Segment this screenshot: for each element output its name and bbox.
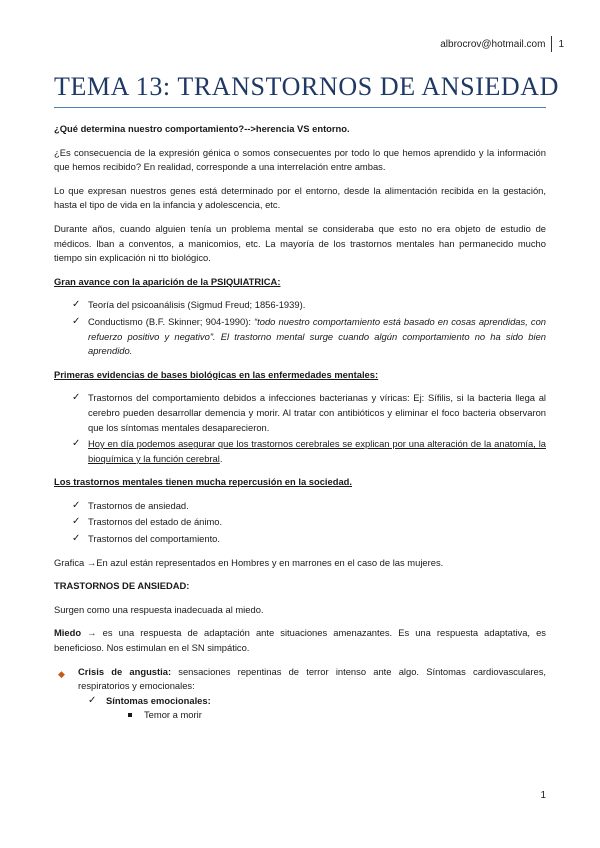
check-icon: ✓: [72, 315, 81, 327]
check-icon: ✓: [88, 694, 97, 706]
crisis-item: ◆ Crisis de angustia: sensaciones repentinas de terror intenso ante algo. Síntomas cardiovasculares, respiratorios y emocionales:: [58, 665, 546, 692]
paragraph-3: Durante años, cuando alguien tenía un problema mental se consideraba que esto no era objeto de estudio de médicos. Iban a conventos, a manicomios, etc. La mayoría de los trastornos mentales han permanecido mucho tiempo sin explicación ni tto biológico.: [54, 222, 546, 264]
paragraph-1: ¿Es consecuencia de la expresión génica o somos consecuentes por todo lo que hemos aprendido y la información que hemos recibido? En realidad, corresponde a una interrelación entre ambas.: [54, 146, 546, 173]
sintomas-item: ✓ Síntomas emocionales:: [54, 694, 546, 709]
question-heading: ¿Qué determina nuestro comportamiento?-->herencia VS entorno.: [54, 123, 350, 134]
check-icon: ✓: [72, 533, 81, 545]
trastornos-list: [54, 499, 546, 547]
document-body: [54, 122, 546, 723]
check-icon: ✓: [72, 299, 81, 311]
section-heading-repercusion: Los trastornos mentales tienen mucha repercusión en la sociedad.: [54, 476, 353, 488]
author-email: albrocrov@hotmail.com: [440, 38, 546, 50]
diamond-bullet-icon: ◆: [58, 668, 65, 679]
psiquiatria-list: [54, 298, 546, 358]
list-item: ✓ Teoría del psicoanálisis (Sigmud Freud; 1856-1939).: [72, 298, 546, 313]
list-item: ✓ Trastornos de ansiedad.: [72, 499, 546, 514]
check-icon: ✓: [72, 499, 81, 511]
section-heading-psiquiatria: Gran avance con la aparición de la PSIQUIATRICA:: [54, 275, 281, 287]
list-item: ✓ Trastornos del estado de ánimo.: [72, 515, 546, 530]
miedo-label: Miedo: [54, 627, 82, 639]
check-icon: ✓: [72, 438, 81, 450]
section-heading-evidencias: Primeras evidencias de bases biológicas en las enfermedades mentales:: [54, 368, 379, 380]
header-page-number: 1: [558, 38, 564, 50]
grafica-note: Grafica →En azul están representados en Hombres y en marrones en el caso de las mujeres.: [54, 556, 444, 568]
crisis-label: Crisis de angustia:: [78, 665, 172, 677]
paragraph-2: Lo que expresan nuestros genes está determinado por el entorno, desde la alimentación recibida en la gestación, hasta el tipo de vida en la infancia y adolescencia, etc.: [54, 184, 546, 211]
section-heading-ansiedad: TRASTORNOS DE ANSIEDAD:: [54, 580, 190, 592]
check-icon: ✓: [72, 392, 81, 404]
list-item: ✓ Trastornos del comportamiento debidos a infecciones bacterianas y víricas: Ej: Sífilis, si la bacteria llega al cerebro pueden desarrollar demencia y morir. Al tratar con antibióticos y eliminar el foco bacteria observaron que los síntomas mentales desaparecieron.: [72, 392, 546, 433]
temor-item: Temor a morir: [54, 708, 546, 723]
footer-page-number: 1: [540, 790, 546, 801]
header-divider: [551, 36, 552, 52]
evidencias-list: [54, 391, 546, 466]
list-item: ✓ Conductismo (B.F. Skinner; 904-1990): “todo nuestro comportamiento está basado en cosas aprendidas, con refuerzo positivo y negativo”. El trastorno mental surge cuando algún comportamiento no ha sido bien aprendido.: [72, 315, 547, 357]
square-bullet-icon: [128, 713, 132, 717]
list-item: ✓ Hoy en día podemos asegurar que los trastornos cerebrales se explican por una alteración de la anatomía, la bioquímica y la función cerebral.: [72, 438, 546, 464]
check-icon: ✓: [72, 516, 81, 528]
paragraph-miedo: Miedo → es una respuesta de adaptación ante situaciones amenazantes. Es una respuesta adaptativa, es beneficioso. Nos estimulan en el SN simpático.: [54, 627, 546, 654]
document-title: TEMA 13: TRANSTORNOS DE ANSIEDAD: [54, 72, 560, 101]
paragraph-respuesta: Surgen como una respuesta inadecuada al miedo.: [54, 603, 264, 615]
page-header: [440, 36, 564, 52]
title-underline: [54, 107, 546, 108]
list-item: ✓ Trastornos del comportamiento.: [72, 532, 546, 547]
